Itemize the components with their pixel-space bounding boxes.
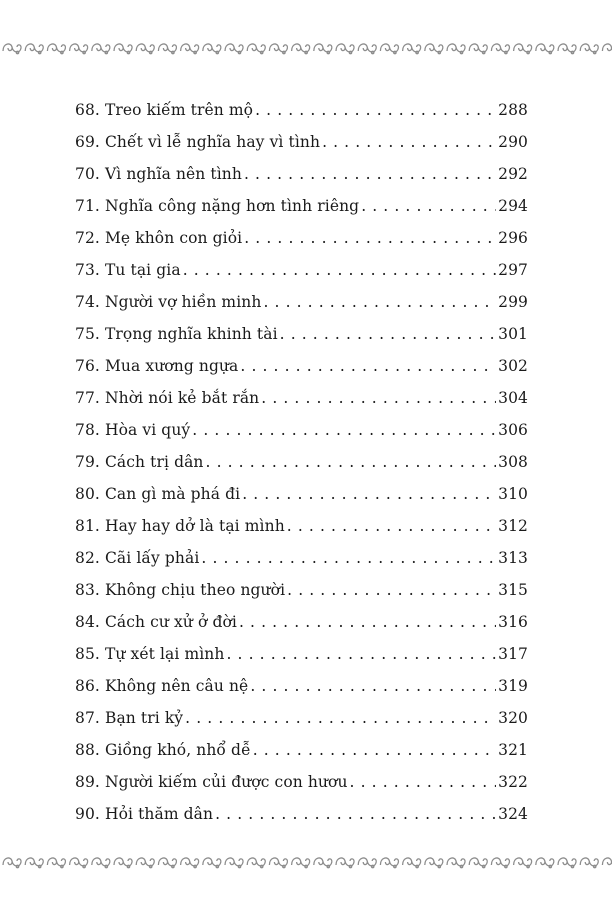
- toc-entry-title: Mẹ khôn con giỏi: [104, 229, 243, 247]
- toc-entry-title: Tu tại gia: [104, 261, 181, 279]
- scroll-ornament-icon: [380, 44, 398, 54]
- toc-entry-number: 78.: [75, 421, 100, 439]
- toc-entry-title: Bạn tri kỷ: [104, 709, 184, 727]
- scroll-ornament-icon: [203, 858, 221, 868]
- toc-entry: [75, 290, 528, 322]
- scroll-ornament-icon: [158, 858, 176, 868]
- toc-entry: [75, 354, 528, 386]
- toc-entry-page: 320: [498, 709, 528, 727]
- dot-leader: [240, 354, 496, 378]
- toc-entry-number: 88.: [75, 741, 100, 759]
- toc-entry-number: 81.: [75, 517, 100, 535]
- toc-entry-page: 322: [498, 773, 528, 791]
- scroll-ornament-icon: [25, 44, 43, 54]
- scroll-ornament-icon: [3, 44, 21, 54]
- scroll-ornament-icon: [558, 858, 576, 868]
- toc-entry-page: 288: [498, 101, 528, 119]
- scroll-ornament-icon: [92, 44, 110, 54]
- scroll-ornament-icon: [602, 44, 612, 54]
- dot-leader: [201, 546, 496, 570]
- toc-entry-number: 82.: [75, 549, 100, 567]
- toc-entry-page: 310: [498, 485, 528, 503]
- dot-leader: [280, 322, 496, 346]
- scroll-ornament-icon: [203, 44, 221, 54]
- scroll-ornament-icon: [136, 44, 154, 54]
- toc-entry: [75, 610, 528, 642]
- toc-entry-number: 76.: [75, 357, 100, 375]
- toc-entry-number: 83.: [75, 581, 100, 599]
- scroll-ornament-icon: [336, 44, 354, 54]
- toc-entry-title: Nghĩa công nặng hơn tình riêng: [104, 197, 360, 215]
- scroll-ornament-icon: [247, 44, 265, 54]
- toc-entry-title: Chết vì lễ nghĩa hay vì tình: [104, 133, 321, 151]
- scroll-ornament-icon: [269, 858, 287, 868]
- scroll-ornament-icon: [158, 44, 176, 54]
- toc-entry: [75, 194, 528, 226]
- toc-entry-number: 80.: [75, 485, 100, 503]
- scroll-ornament-icon: [3, 858, 21, 868]
- scroll-ornament-icon: [447, 44, 465, 54]
- dot-leader: [185, 706, 496, 730]
- toc-entry-page: 315: [498, 581, 528, 599]
- scroll-ornament-icon: [447, 858, 465, 868]
- toc-entry-title: Mua xương ngựa: [104, 357, 239, 375]
- toc-entry-page: 316: [498, 613, 528, 631]
- scroll-ornament-icon: [225, 858, 243, 868]
- toc-entry: [75, 450, 528, 482]
- toc-entry-number: 71.: [75, 197, 100, 215]
- toc-entry: [75, 674, 528, 706]
- toc-entry-page: 304: [498, 389, 528, 407]
- toc-entry-page: 294: [498, 197, 528, 215]
- toc-entry-page: 290: [498, 133, 528, 151]
- scroll-ornament-icon: [580, 44, 598, 54]
- scroll-ornament-icon: [425, 44, 443, 54]
- scroll-ornament-icon: [491, 44, 509, 54]
- dot-leader: [287, 514, 496, 538]
- toc-entry: [75, 706, 528, 738]
- dot-leader: [350, 770, 497, 794]
- toc-entry-number: 70.: [75, 165, 100, 183]
- toc-entry-title: Trọng nghĩa khinh tài: [104, 325, 278, 343]
- scroll-ornament-icon: [403, 858, 421, 868]
- dot-leader: [287, 578, 496, 602]
- toc-entry: [75, 546, 528, 578]
- toc-entry-page: 306: [498, 421, 528, 439]
- toc-entry-number: 85.: [75, 645, 100, 663]
- ornamental-border-top: [0, 38, 612, 58]
- scroll-ornament-icon: [580, 858, 598, 868]
- dot-leader: [255, 98, 496, 122]
- toc-entry-title: Vì nghĩa nên tình: [104, 165, 242, 183]
- toc-entry-title: Can gì mà phá đi: [104, 485, 241, 503]
- toc-entry-title: Hay hay dở là tại mình: [104, 517, 285, 535]
- ornamental-border-bottom: [0, 852, 612, 872]
- toc-entry-number: 86.: [75, 677, 100, 695]
- toc-entry-title: Người vợ hiền minh: [104, 293, 262, 311]
- scroll-ornament-icon: [114, 44, 132, 54]
- toc-entry-number: 90.: [75, 805, 100, 823]
- scroll-ornament-icon: [25, 858, 43, 868]
- scroll-ornament-icon: [403, 44, 421, 54]
- table-of-contents: [75, 98, 528, 834]
- toc-entry: [75, 130, 528, 162]
- toc-entry-number: 79.: [75, 453, 100, 471]
- scroll-ornament-icon: [114, 858, 132, 868]
- scroll-ornament-icon: [292, 44, 310, 54]
- scroll-ornament-icon: [92, 858, 110, 868]
- dot-leader: [244, 226, 496, 250]
- toc-entry-page: 317: [498, 645, 528, 663]
- scroll-ornament-icon: [70, 858, 88, 868]
- scroll-ornament-icon: [469, 858, 487, 868]
- dot-leader: [253, 738, 496, 762]
- toc-entry-page: 296: [498, 229, 528, 247]
- scroll-ornament-icon: [181, 44, 199, 54]
- toc-entry-title: Cãi lấy phải: [104, 549, 200, 567]
- toc-entry-page: 292: [498, 165, 528, 183]
- toc-entry-title: Hỏi thăm dân: [104, 805, 214, 823]
- toc-entry: [75, 322, 528, 354]
- toc-entry-title: Cách cư xử ở đời: [104, 613, 237, 631]
- toc-entry-number: 73.: [75, 261, 100, 279]
- toc-entry-title: Không chịu theo người: [104, 581, 286, 599]
- dot-leader: [261, 386, 496, 410]
- toc-entry: [75, 514, 528, 546]
- scroll-ornament-icon: [314, 858, 332, 868]
- scroll-ornament-icon: [136, 858, 154, 868]
- toc-entry-number: 72.: [75, 229, 100, 247]
- dot-leader: [239, 610, 496, 634]
- scroll-ornament-icon: [425, 858, 443, 868]
- toc-entry-title: Người kiếm củi được con hươu: [104, 773, 348, 791]
- toc-entry: [75, 642, 528, 674]
- scroll-ornament-icon: [491, 858, 509, 868]
- dot-leader: [250, 674, 496, 698]
- dot-leader: [206, 450, 497, 474]
- toc-entry-title: Giồng khó, nhổ dễ: [104, 741, 251, 759]
- toc-entry: [75, 258, 528, 290]
- toc-entry-page: 308: [498, 453, 528, 471]
- scroll-ornament-icon: [47, 858, 65, 868]
- toc-entry-page: 319: [498, 677, 528, 695]
- toc-entry-number: 74.: [75, 293, 100, 311]
- dot-leader: [226, 642, 496, 666]
- toc-entry: [75, 386, 528, 418]
- scroll-ornament-icon: [358, 858, 376, 868]
- toc-entry-number: 75.: [75, 325, 100, 343]
- dot-leader: [215, 802, 496, 826]
- scroll-ornament-icon: [514, 858, 532, 868]
- toc-entry-page: 299: [498, 293, 528, 311]
- toc-entry-number: 68.: [75, 101, 100, 119]
- scroll-ornament-icon: [314, 44, 332, 54]
- toc-entry-title: Nhời nói kẻ bắt rắn: [104, 389, 260, 407]
- toc-entry: [75, 98, 528, 130]
- toc-entry-title: Cách trị dân: [104, 453, 204, 471]
- scroll-ornament-icon: [469, 44, 487, 54]
- toc-entry-page: 302: [498, 357, 528, 375]
- toc-entry: [75, 578, 528, 610]
- scroll-ornament-icon: [602, 858, 612, 868]
- scroll-ornament-icon: [47, 44, 65, 54]
- toc-entry-number: 84.: [75, 613, 100, 631]
- toc-entry: [75, 418, 528, 450]
- dot-leader: [244, 162, 496, 186]
- scroll-ornament-icon: [536, 858, 554, 868]
- dot-leader: [361, 194, 496, 218]
- scroll-ornament-icon: [247, 858, 265, 868]
- scroll-ornament-icon: [70, 44, 88, 54]
- toc-entry: [75, 162, 528, 194]
- scroll-ornament-icon: [558, 44, 576, 54]
- toc-entry: [75, 770, 528, 802]
- dot-leader: [192, 418, 496, 442]
- scroll-ornament-icon: [536, 44, 554, 54]
- dot-leader: [322, 130, 496, 154]
- toc-entry-page: 321: [498, 741, 528, 759]
- scroll-ornament-icon: [514, 44, 532, 54]
- toc-entry-page: 312: [498, 517, 528, 535]
- scroll-ornament-icon: [181, 858, 199, 868]
- dot-leader: [263, 290, 496, 314]
- toc-entry-page: 324: [498, 805, 528, 823]
- toc-entry-number: 89.: [75, 773, 100, 791]
- scroll-ornament-icon: [225, 44, 243, 54]
- scroll-ornament-icon: [269, 44, 287, 54]
- toc-entry: [75, 802, 528, 834]
- toc-entry-title: Treo kiếm trên mộ: [104, 101, 254, 119]
- toc-entry-number: 77.: [75, 389, 100, 407]
- scroll-ornament-icon: [358, 44, 376, 54]
- dot-leader: [242, 482, 496, 506]
- dot-leader: [183, 258, 496, 282]
- scroll-ornament-icon: [292, 858, 310, 868]
- toc-entry-number: 87.: [75, 709, 100, 727]
- toc-entry-title: Hòa vi quý: [104, 421, 191, 439]
- scroll-ornament-icon: [336, 858, 354, 868]
- toc-entry-title: Tự xét lại mình: [104, 645, 225, 663]
- toc-entry-number: 69.: [75, 133, 100, 151]
- scroll-ornament-icon: [380, 858, 398, 868]
- toc-entry: [75, 226, 528, 258]
- toc-entry-title: Không nên câu nệ: [104, 677, 249, 695]
- toc-entry-page: 313: [498, 549, 528, 567]
- toc-entry-page: 301: [498, 325, 528, 343]
- toc-entry-page: 297: [498, 261, 528, 279]
- toc-entry: [75, 482, 528, 514]
- toc-entry: [75, 738, 528, 770]
